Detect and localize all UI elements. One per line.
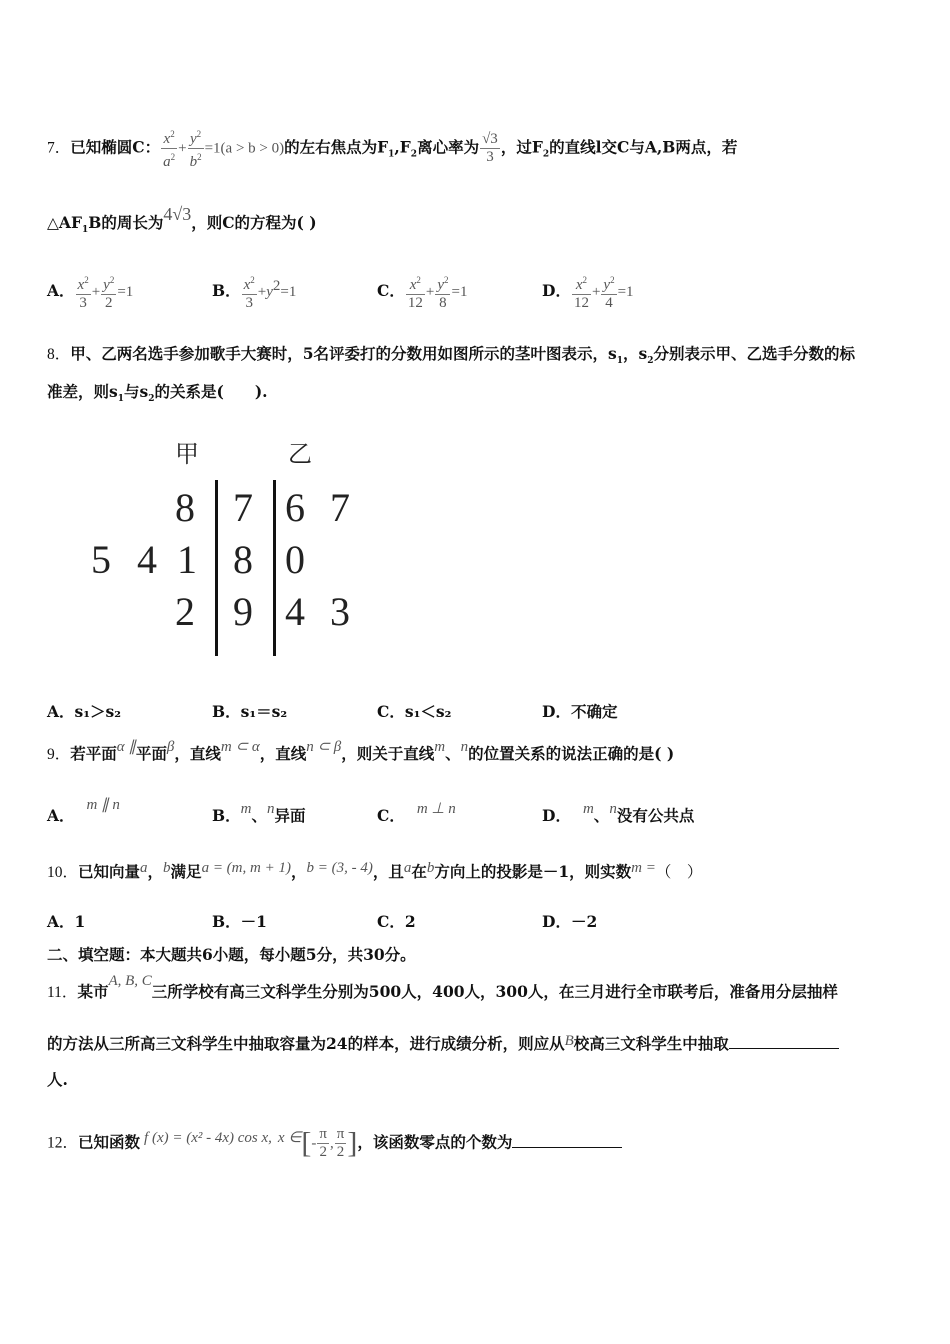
q8-option-d[interactable]: D．不确定 bbox=[542, 702, 618, 721]
question-number: 7． bbox=[47, 139, 71, 157]
fraction-x2-a2: $\frac{x^2}{a^2}$ bbox=[161, 126, 177, 171]
stem: 8 bbox=[233, 537, 253, 582]
header-yi: 乙 bbox=[288, 440, 312, 468]
question-8-line-2: 准差，则$s_1$与$s_2$的关系是( ). bbox=[47, 382, 268, 405]
q7-option-a[interactable]: A． $\frac{x^2}{3}$ + $\frac{y^2}{2}$ =1 bbox=[47, 272, 133, 312]
question-number: 10． bbox=[47, 864, 79, 881]
q7-text: 已知椭圆C： bbox=[70, 137, 161, 157]
section-2-heading: 二、填空题：本大题共6小题，每小题5分，共30分。 bbox=[47, 945, 416, 964]
q9-option-d[interactable]: D． m、n没有公共点 bbox=[542, 801, 695, 825]
question-number: 12． bbox=[47, 1134, 79, 1152]
leaf-left: 4 bbox=[137, 537, 157, 582]
question-9-line: 9．若平面α ∥平面β，直线m ⊂ α，直线n ⊂ β，则关于直线m、n的位置关系的说法正确的是( ) bbox=[47, 739, 675, 763]
leaf-left: 5 bbox=[91, 537, 111, 582]
q10-option-b[interactable]: B．－1 bbox=[212, 912, 267, 931]
question-11-line-3: 人. bbox=[47, 1070, 68, 1089]
leaf-right: 0 bbox=[285, 537, 305, 582]
q9-option-c[interactable]: C． m ⊥ n bbox=[377, 801, 456, 825]
leaf-left: 2 bbox=[175, 589, 195, 634]
q10-option-c[interactable]: C．2 bbox=[377, 912, 416, 931]
stem: 7 bbox=[233, 485, 253, 530]
question-7-line-2: $\triangle AF_1B$的周长为4√3，则C的方程为( ) bbox=[47, 204, 317, 236]
question-11-line-1: 11．某市A, B, C三所学校有高三文科学生分别为500人，400人，300人，在三月进行全市联考后，准备用分层抽样 bbox=[47, 973, 838, 1001]
q10-option-a[interactable]: A．1 bbox=[47, 912, 86, 931]
q9-option-a[interactable]: A．m ∥ n bbox=[47, 797, 120, 825]
stem: 9 bbox=[233, 589, 253, 634]
leaf-right: 3 bbox=[330, 589, 350, 634]
leaf-right: 4 bbox=[285, 589, 305, 634]
q7-option-b[interactable]: B． $\frac{x^2}{3}$ $+y^2=1$ bbox=[212, 272, 296, 312]
fraction-y2-b2: $\frac{y^2}{b^2}$ bbox=[188, 126, 204, 171]
question-10-line: 10．已知向量a，b满足a = (m, m + 1)，b = (3, - 4)，且a在b方向上的投影是－1，则实数m =（ ） bbox=[47, 860, 703, 881]
stem-divider-right bbox=[273, 480, 276, 656]
q7-option-c[interactable]: C． $\frac{x^2}{12}$ + $\frac{y^2}{8}$ =1 bbox=[377, 272, 467, 312]
question-12-line: 12．已知函数 f (x) = (x² - 4x) cos x, x ∈[- $\frac{\pi}{2}$ , $\frac{\pi}{2}$ ]，该函数零点的个数为 bbox=[47, 1126, 622, 1161]
q10-option-d[interactable]: D．－2 bbox=[542, 912, 598, 931]
q7-option-d[interactable]: D． $\frac{x^2}{12}$ + $\frac{y^2}{4}$ =1 bbox=[542, 272, 634, 312]
question-number: 11． bbox=[47, 984, 78, 1001]
answer-blank[interactable] bbox=[512, 1131, 622, 1148]
question-11-line-2: 的方法从三所高三文科学生中抽取容量为24的样本，进行成绩分析，则应从B校高三文科学生中抽取 bbox=[47, 1032, 839, 1055]
perimeter-value: 4√3 bbox=[163, 204, 192, 224]
question-8-line-1: 8．甲、乙两名选手参加歌手大赛时，5名评委打的分数用如图所示的茎叶图表示，$s_1$，$s_2$分别表示甲、乙选手分数的标 bbox=[47, 344, 856, 367]
q8-option-b[interactable]: B．s₁＝s₂ bbox=[212, 702, 288, 721]
eccentricity-fraction: $\frac{√3}{3}$ bbox=[482, 131, 498, 165]
leaf-right: 7 bbox=[330, 485, 350, 530]
q9-option-b[interactable]: B．m、n异面 bbox=[212, 801, 306, 825]
q8-option-c[interactable]: C．s₁＜s₂ bbox=[377, 702, 452, 721]
q8-option-a[interactable]: A．s₁＞s₂ bbox=[47, 702, 122, 721]
leaf-left: 1 bbox=[177, 537, 197, 582]
stem-divider-left bbox=[215, 480, 218, 656]
ellipse-condition: =1(a > b > 0) bbox=[204, 140, 285, 157]
leaf-left: 8 bbox=[175, 485, 195, 530]
leaf-right: 6 bbox=[285, 485, 305, 530]
answer-blank[interactable] bbox=[729, 1032, 839, 1049]
question-number: 8． bbox=[47, 346, 71, 363]
header-jia: 甲 bbox=[175, 440, 199, 468]
question-7-line-1: 7．已知椭圆C： $\frac{x^2}{a^2}$ + $\frac{y^2}{b^2}$ =1(a > b > 0)的左右焦点为$F_1,F_2$离心率为 $\frac{√3}{3}$ ，过$F_2$的直线l交C与A,B两点，若 bbox=[47, 126, 737, 171]
question-number: 9． bbox=[47, 746, 71, 763]
